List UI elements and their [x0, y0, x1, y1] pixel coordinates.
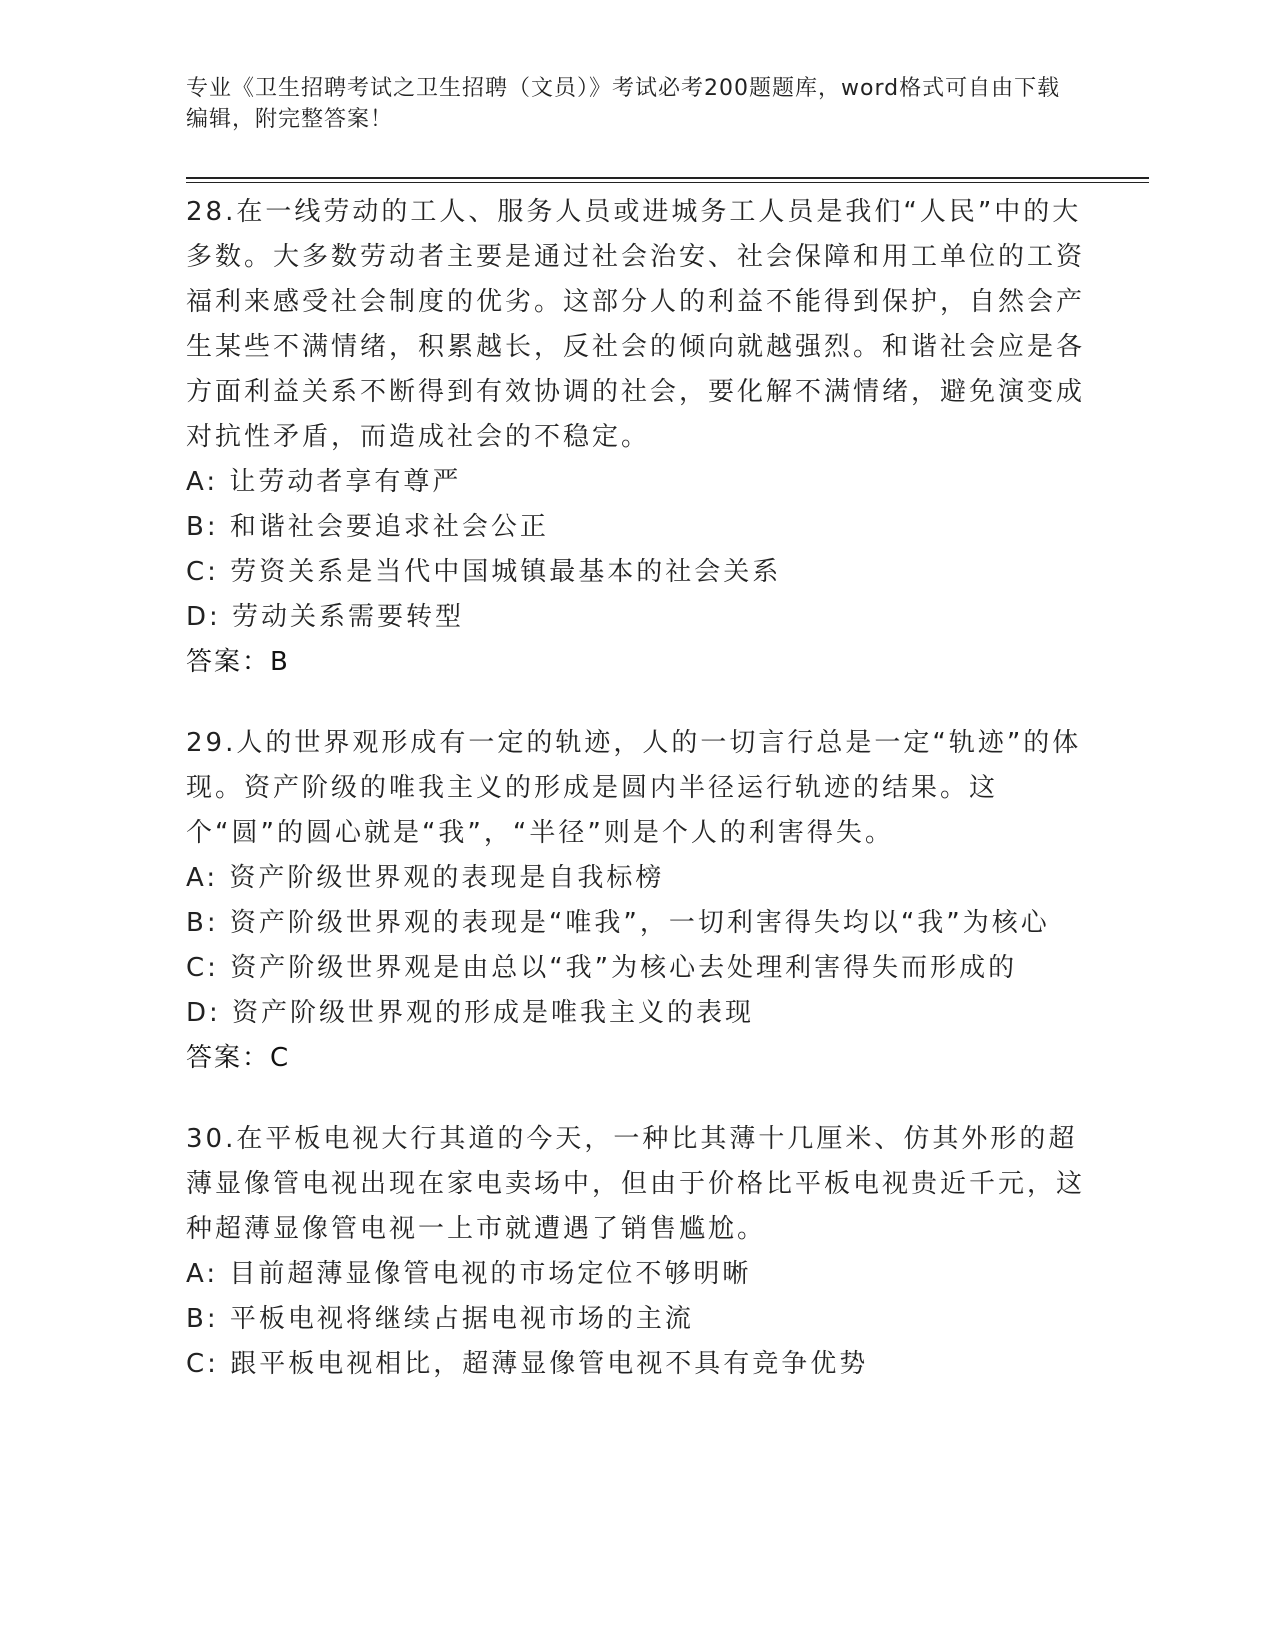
- option-letter: A:: [186, 467, 219, 497]
- option-text: 资产阶级世界观的形成是唯我主义的表现: [232, 998, 755, 1028]
- option-letter: C:: [186, 953, 219, 983]
- option-letter: D:: [186, 602, 221, 632]
- option-text: 让劳动者享有尊严: [229, 467, 462, 497]
- question-28: [186, 190, 1086, 685]
- header-text: 专业《卫生招聘考试之卫生招聘（文员）》考试必考200题题库，word格式可自由下载编辑，附完整答案！: [186, 76, 1061, 132]
- option-letter: D:: [186, 998, 221, 1028]
- option-text: 劳资关系是当代中国城镇最基本的社会关系: [230, 557, 782, 587]
- option-a: [186, 856, 1086, 901]
- option-a: [186, 460, 1086, 505]
- question-stem: 30.在平板电视大行其道的今天，一种比其薄十几厘米、仿其外形的超薄显像管电视出现在家电卖场中，但由于价格比平板电视贵近千元，这种超薄显像管电视一上市就遭遇了销售尴尬。: [186, 1124, 1086, 1244]
- option-text: 和谐社会要追求社会公正: [229, 512, 549, 542]
- option-c: [186, 1342, 1086, 1387]
- header-divider-thin: [186, 182, 1149, 183]
- option-d: [186, 595, 1086, 640]
- option-b: [186, 505, 1086, 550]
- answer-line: 答案：C: [186, 1043, 291, 1073]
- option-d: [186, 991, 1086, 1036]
- option-b: [186, 1297, 1086, 1342]
- option-c: [186, 550, 1086, 595]
- question-30: [186, 1117, 1086, 1387]
- option-letter: B:: [186, 908, 219, 938]
- option-letter: C:: [186, 1349, 219, 1379]
- option-letter: A:: [186, 863, 219, 893]
- question-stem: 28.在一线劳动的工人、服务人员或进城务工人员是我们“人民”中的大多数。大多数劳动者主要是通过社会治安、社会保障和用工单位的工资福利来感受社会制度的优劣。这部分人的利益不能得到保护，自然会产生某些不满情绪，积累越长，反社会的倾向就越强烈。和谐社会应是各方面利益关系不断得到有效协调的社会，要化解不满情绪，避免演变成对抗性矛盾，而造成社会的不稳定。: [186, 197, 1086, 452]
- option-text: 目前超薄显像管电视的市场定位不够明晰: [229, 1259, 752, 1289]
- option-text: 资产阶级世界观是由总以“我”为核心去处理利害得失而形成的: [230, 953, 1018, 983]
- option-letter: B:: [186, 512, 219, 542]
- option-letter: C:: [186, 557, 219, 587]
- option-text: 资产阶级世界观的表现是自我标榜: [229, 863, 665, 893]
- option-text: 平板电视将继续占据电视市场的主流: [229, 1304, 694, 1334]
- header-divider-thick: [186, 177, 1149, 179]
- question-29: [186, 721, 1086, 1081]
- option-text: 跟平板电视相比，超薄显像管电视不具有竞争优势: [230, 1349, 869, 1379]
- option-text: 劳动关系需要转型: [232, 602, 465, 632]
- option-text: 资产阶级世界观的表现是“唯我”，一切利害得失均以“我”为核心: [229, 908, 1050, 938]
- document-header: [186, 73, 1066, 135]
- option-a: [186, 1252, 1086, 1297]
- option-b: [186, 901, 1086, 946]
- answer-line: 答案：B: [186, 647, 290, 677]
- question-stem: 29.人的世界观形成有一定的轨迹，人的一切言行总是一定“轨迹”的体现。资产阶级的唯我主义的形成是圆内半径运行轨迹的结果。这个“圆”的圆心就是“我”，“半径”则是个人的利害得失。: [186, 728, 1082, 848]
- option-letter: B:: [186, 1304, 219, 1334]
- option-letter: A:: [186, 1259, 219, 1289]
- question-list: [186, 190, 1086, 1423]
- option-c: [186, 946, 1086, 991]
